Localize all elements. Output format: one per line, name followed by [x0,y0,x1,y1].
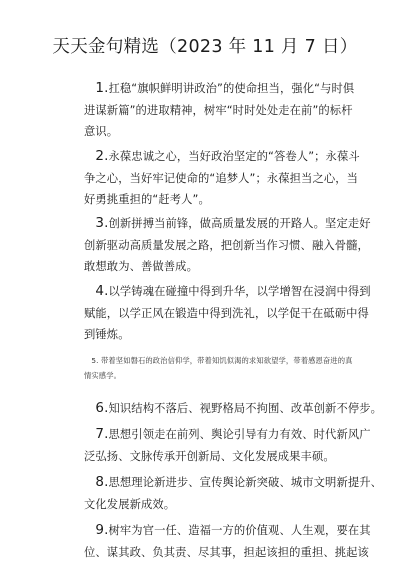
paragraph-line: 2.永葆忠诚之心，当好政治坚定的“答卷人”；永葆斗 [95,148,360,164]
paragraph-line: 9.树牢为官一任、造福一方的价值观、人生观，要在其 [95,522,371,538]
paragraph-line: 3.创新拼搏当前锋，做高质量发展的开路人。坚定走好 [95,215,371,231]
item-number: 7. [95,426,109,442]
paragraph-5 [84,353,358,383]
item-number: 3. [95,215,109,231]
paragraph-8 [84,472,383,515]
paragraph-line: 8.思想理论新进步、宣传舆论新突破、城市文明新提升、 [95,474,383,490]
item-number: 8. [95,474,109,490]
paragraph-6 [84,398,383,420]
paragraph-line: 到锤炼。 [84,328,130,341]
paragraph-4 [84,281,371,346]
paragraph-line: 敢想敢为、善做善成。 [84,260,198,273]
paragraph-line: 6.知识结构不落后、视野格局不拘囿、改革创新不停步。 [95,400,383,416]
item-number: 2. [95,148,109,164]
paragraph-9 [84,520,371,563]
paragraph-line: 1.扛稳“旗帜鲜明讲政治”的使命担当，强化“与时俱 [95,80,355,96]
item-number: 6. [95,400,109,416]
paragraph-2 [84,146,358,211]
paragraph-1 [84,78,358,143]
paragraph-line: 5. 带着坚如磐石的政治信仰学，带着知饥似渴的求知欲望学，带着感恩奋进的真 [91,356,353,365]
paragraph-3 [84,213,371,278]
document-title: 天天金句精选（2023 年 11 月 7 日） [52,37,358,57]
item-number: 9. [95,522,109,538]
paragraph-line: 情实感学。 [84,371,121,380]
paragraph-line: 进谋新篇”的进取精神，树牢“时时处处走在前”的标杆 [84,103,353,117]
item-number: 4. [95,283,109,299]
paragraph-line: 文化发展新成效。 [84,497,176,511]
item-number: 5. [91,356,99,365]
paragraph-line: 位、谋其政、负其责、尽其事，担起该担的重担、挑起该 [84,545,369,559]
paragraph-line: 好勇挑重担的“赶考人”。 [84,193,210,206]
paragraph-line: 意识。 [84,125,119,138]
item-number: 1. [95,80,109,96]
paragraph-line: 4.以学铸魂在碰撞中得到升华，以学增智在浸润中得到 [95,283,371,299]
paragraph-line: 争之心，当好牢记使命的“追梦人”；永葆担当之心，当 [84,171,359,185]
paragraph-line: 创新驱动高质量发展之路，把创新当作习惯、融入骨髓， [84,238,369,252]
paragraph-line: 7.思想引领走在前列、舆论引导有力有效、时代新风广 [95,426,371,442]
paragraph-line: 泛弘扬、文脉传承开创新局、文化发展成果丰硕。 [84,449,335,463]
paragraph-line: 赋能，以学正风在锻造中得到洗礼，以学促干在砥砺中得 [84,306,369,320]
paragraph-7 [84,424,371,467]
